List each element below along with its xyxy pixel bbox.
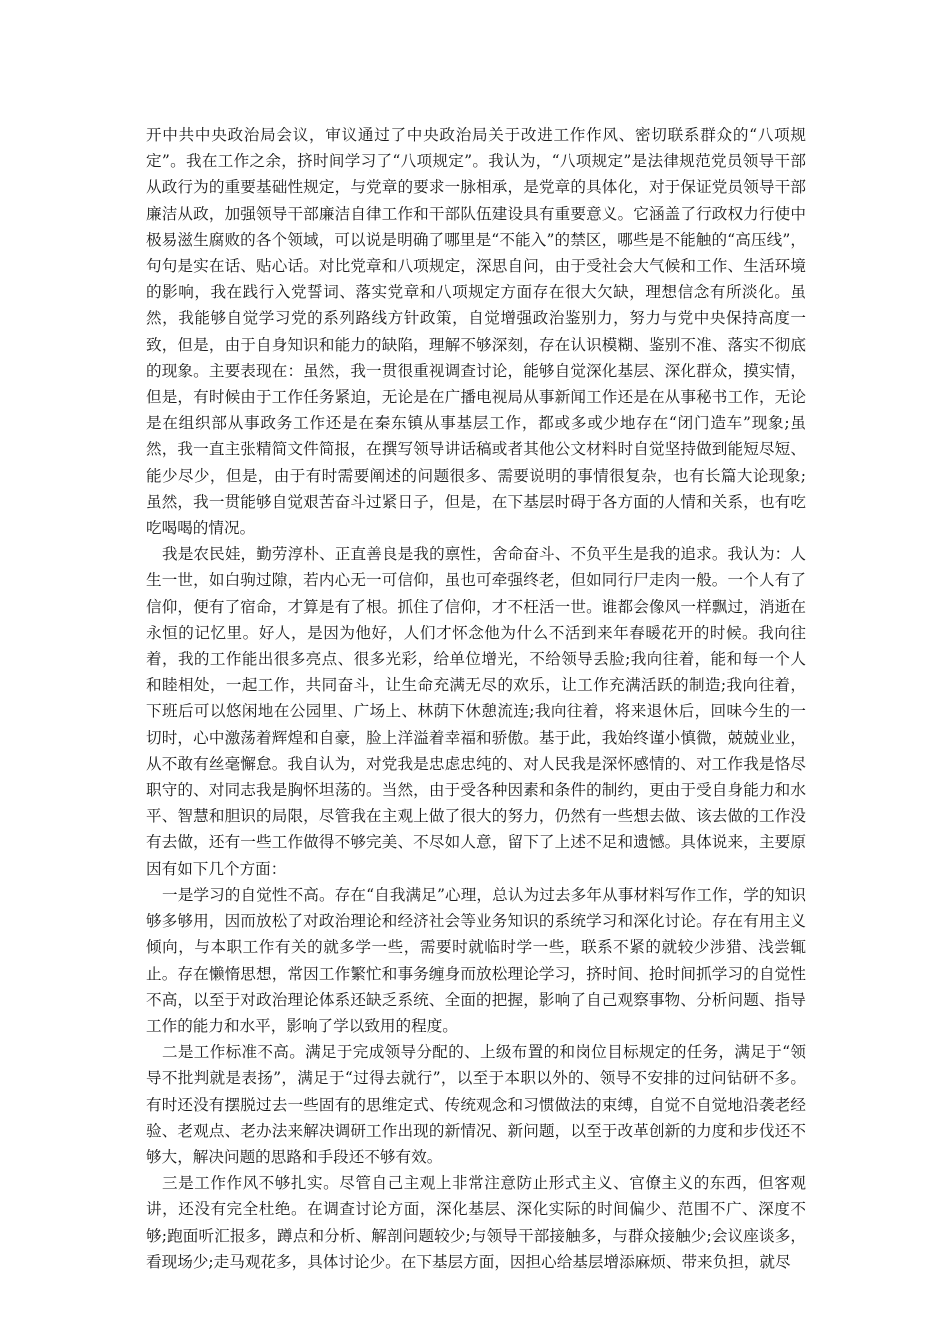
paragraph-study-self-awareness: 一是学习的自觉性不高。存在“自我满足”心理，总认为过去多年从事材料写作工作，学的知识够多够用，因而放松了对政治理论和经济社会等业务知识的系统学习和深化讨论。存在有用主义倾向，与本职工作有关的就多学一些，需要时就临时学一些，联系不紧的就较少涉猎、浅尝辄止。存在懒惰思想，常因工作繁忙和事务缠身而放松理论学习，挤时间、抢时间抓学习的自觉性不高，以至于对政治理论体系还缺乏系统、全面的把握，影响了自己观察事物、分析问题、指导工作的能力和水平，影响了学以致用的程度。 bbox=[146, 885, 806, 1035]
document-body bbox=[146, 122, 806, 1275]
paragraph-eight-rules: 开中共中央政治局会议，审议通过了中央政治局关于改进工作作风、密切联系群众的“八项规定”。我在工作之余，挤时间学习了“八项规定”。我认为，“八项规定”是法律规范党员领导干部从政行为的重要基础性规定，与党章的要求一脉相承，是党章的具体化，对于保证党员领导干部廉洁从政，加强领导干部廉洁自律工作和干部队伍建设具有重要意义。它涵盖了行政权力行使中极易滋生腐败的各个领域，可以说是明确了哪里是“不能入”的禁区，哪些是不能触的“高压线”，句句是实在话、贴心话。对比党章和八项规定，深思自问，由于受社会大气候和工作、生活环境的影响，我在践行入党誓词、落实党章和八项规定方面存在很大欠缺，理想信念有所淡化。虽然，我能够自觉学习党的系列路线方针政策，自觉增强政治鉴别力，努力与党中央保持高度一致，但是，由于自身知识和能力的缺陷，理解不够深刻，存在认识模糊、鉴别不准、落实不彻底的现象。主要表现在：虽然，我一贯很重视调查讨论，能够自觉深化基层、深化群众，摸实情，但是，有时候由于工作任务紧迫，无论是在广播电视局从事新闻工作还是在从事秘书工作，无论是在组织部从事政务工作还是在秦东镇从事基层工作，都或多或少地存在“闭门造车”现象;虽然，我一直主张精简文件简报，在撰写领导讲话稿或者其他公文材料时自觉坚持做到能短尽短、能少尽少，但是，由于有时需要阐述的问题很多、需要说明的事情很复杂，也有长篇大论现象;虽然，我一贯能够自觉艰苦奋斗过紧日子，但是，在下基层时碍于各方面的人情和关系，也有吃吃喝喝的情况。 bbox=[146, 126, 806, 538]
paragraph-personal-beliefs: 我是农民娃，勤劳淳朴、正直善良是我的禀性，舍命奋斗、不负平生是我的追求。我认为：人生一世，如白驹过隙，若内心无一可信仰，虽也可牵强终老，但如同行尸走肉一般。一个人有了信仰，便有了宿命，才算是有了根。抓住了信仰，才不枉活一世。谁都会像风一样飘过，消逝在永恒的记忆里。好人，是因为他好，人们才怀念他为什么不活到来年春暖花开的时候。我向往着，我的工作能出很多亮点、很多光彩，给单位增光，不给领导丢脸;我向往着，能和每一个人和睦相处，一起工作，共同奋斗，让生命充满无尽的欢乐，让工作充满活跃的制造;我向往着，下班后可以悠闲地在公园里、广场上、林荫下休憩流连;我向往着，将来退休后，回味今生的一切时，心中激荡着辉煌和自豪，脸上洋溢着幸福和骄傲。基于此，我始终谨小慎微，兢兢业业，从不敢有丝毫懈怠。我自认为，对党我是忠虑忠纯的、对人民我是深怀感情的、对工作我是恪尽职守的、对同志我是胸怀坦荡的。当然，由于受各种因素和条件的制约，更由于受自身能力和水平、智慧和胆识的局限，尽管我在主观上做了很大的努力，仍然有一些想去做、该去做的工作没有去做，还有一些工作做得不够完美、不尽如人意，留下了上述不足和遗憾。具体说来，主要原因有如下几个方面： bbox=[146, 545, 806, 878]
paragraph-work-standards: 二是工作标准不高。满足于完成领导分配的、上级布置的和岗位目标规定的任务，满足于“领导不批判就是表扬”，满足于“过得去就行”，以至于本职以外的、领导不安排的过问钻研不多。有时还没有摆脱过去一些固有的思维定式、传统观念和习惯做法的束缚，自觉不自觉地沿袭老经验、老观点、老办法来解决调研工作出现的新情况、新问题，以至于改革创新的力度和步伐还不够大，解决问题的思路和手段还不够有效。 bbox=[146, 1043, 806, 1166]
paragraph-work-style: 三是工作作风不够扎实。尽管自己主观上非常注意防止形式主义、官僚主义的东西，但客观讲，还没有完全杜绝。在调查讨论方面，深化基层、深化实际的时间偏少、范围不广、深度不够;跑面听汇报多，蹲点和分析、解剖问题较少;与领导干部接触多，与群众接触少;会议座谈多，看现场少;走马观花多，具体讨论少。在下基层方面，因担心给基层增添麻烦、带来负担，就尽 bbox=[146, 1174, 806, 1271]
